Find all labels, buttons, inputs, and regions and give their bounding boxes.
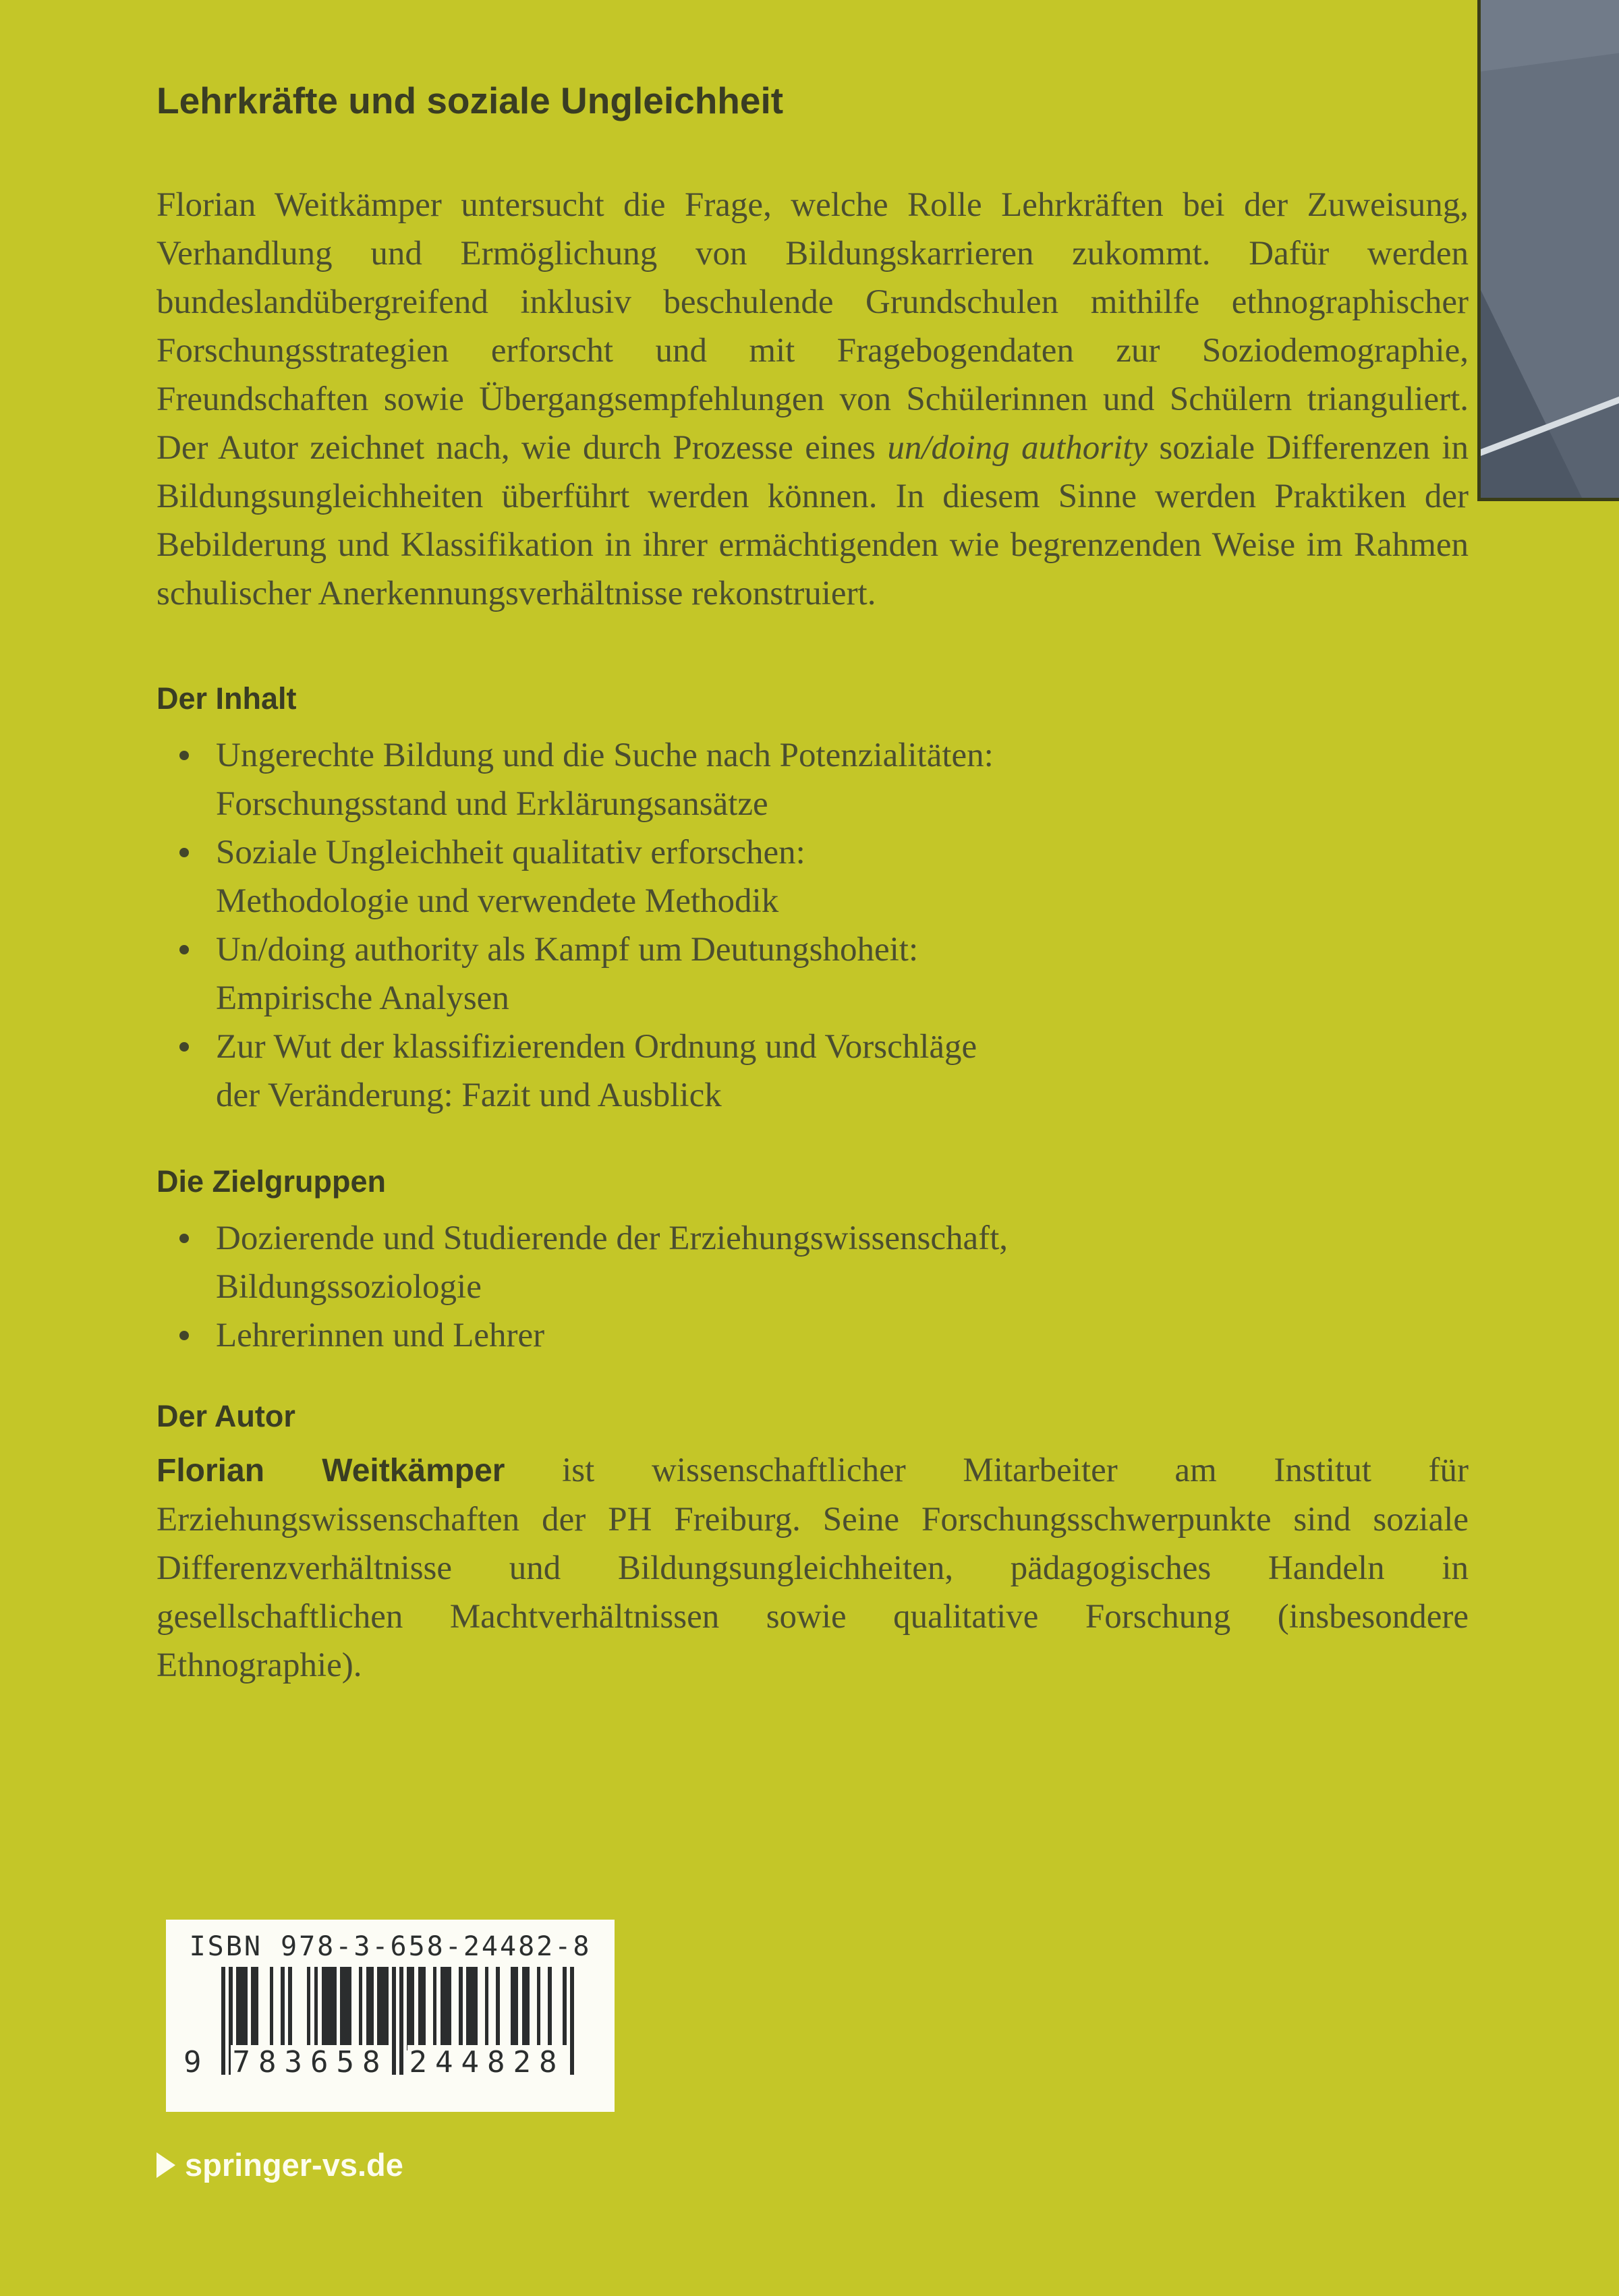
list-item-line: Un/doing authority als Kampf um Deutungshoheit:: [216, 931, 919, 969]
bullet-icon: [179, 751, 189, 760]
list-item-line: Empirische Analysen: [216, 979, 509, 1017]
bullet-icon: [179, 1042, 189, 1052]
isbn-label: ISBN 978-3-658-24482-8: [189, 1931, 592, 1962]
list-item-line: Methodologie und verwendete Methodik: [216, 882, 779, 920]
ean-barcode: [183, 1967, 574, 2079]
author-bio-paragraph: [157, 1446, 1469, 1690]
summary-italic-term: un/doing authority: [887, 429, 1148, 467]
bullet-icon: [179, 1234, 189, 1243]
zielgruppen-list: [157, 1214, 1469, 1360]
barcode-digits-left: 783658: [231, 2045, 390, 2080]
list-item-line: Bildungssoziologie: [216, 1268, 482, 1306]
section-heading-inhalt: Der Inhalt: [157, 681, 297, 716]
author-name: Florian Weitkämper: [157, 1453, 505, 1489]
barcode-digit-lead: 9: [183, 2045, 202, 2079]
book-summary-paragraph: [157, 181, 1469, 618]
list-item-line: Lehrerinnen und Lehrer: [216, 1317, 545, 1354]
bullet-icon: [179, 945, 189, 954]
list-item: [157, 925, 1469, 1023]
list-item: [157, 1023, 1469, 1120]
list-item-line: Zur Wut der klassifizierenden Ordnung und Vorschläge: [216, 1028, 977, 1066]
barcode-digits-right: 244828: [407, 2045, 567, 2080]
bullet-icon: [179, 848, 189, 857]
summary-text-end: soziale Differenzen in Bildungsungleichheiten überführt werden können. In diesem Sinne werden Praktiken der Bebilderung und Klassifikation in ihrer ermächtigenden wie begrenzenden Weise im Rahmen schulischer Anerkennungsverhältnisse rekonstruiert.: [157, 429, 1469, 612]
list-item-line: Soziale Ungleichheit qualitativ erforschen:: [216, 834, 805, 871]
inhalt-list: [157, 731, 1469, 1120]
list-item: [157, 828, 1469, 925]
list-item-line: Ungerechte Bildung und die Suche nach Potenzialitäten:: [216, 737, 994, 774]
decorative-corner-graphic: [1477, 0, 1619, 501]
list-item: [157, 1214, 1469, 1311]
isbn-box: [166, 1920, 615, 2112]
corner-graphic-shapes: [1481, 0, 1619, 498]
list-item: [157, 731, 1469, 828]
publisher-url-row: [157, 2146, 403, 2183]
list-item-line: der Veränderung: Fazit und Ausblick: [216, 1077, 722, 1114]
section-heading-zielgruppen: Die Zielgruppen: [157, 1164, 387, 1199]
book-title: Lehrkräfte und soziale Ungleichheit: [157, 80, 784, 121]
publisher-url: springer-vs.de: [185, 2147, 403, 2183]
list-item-line: Dozierende und Studierende der Erziehungswissenschaft,: [216, 1219, 1009, 1257]
list-item-line: Forschungsstand und Erklärungsansätze: [216, 785, 768, 823]
section-heading-autor: Der Autor: [157, 1399, 295, 1433]
bullet-icon: [179, 1331, 189, 1340]
arrow-icon: [157, 2152, 175, 2178]
author-bio-text: ist wissenschaftlicher Mitarbeiter am Institut für Erziehungswissenschaften der PH Freiburg. Seine Forschungsschwerpunkte sind soziale Differenzverhältnisse und Bildungsungleichheiten, pädagogisches Handeln in gesellschaftlichen Machtverhältnissen sowie qualitative Forschung (insbesondere Ethnographie).: [157, 1452, 1469, 1684]
list-item: [157, 1311, 1469, 1360]
cover-text-column: [157, 0, 1469, 1690]
summary-text-start: Florian Weitkämper untersucht die Frage, welche Rolle Lehrkräften bei der Zuweisung, Verhandlung und Ermöglichung von Bildungskarrieren zukommt. Dafür werden bundeslandübergreifend inklusiv beschulende Grundschulen mithilfe ethnographischer Forschungsstrategien erforscht und mit Fragebogendaten zur Soziodemographie, Freundschaften sowie Übergangsempfehlungen von Schülerinnen und Schülern trianguliert. Der Autor zeichnet nach, wie durch Prozesse eines: [157, 186, 1469, 467]
